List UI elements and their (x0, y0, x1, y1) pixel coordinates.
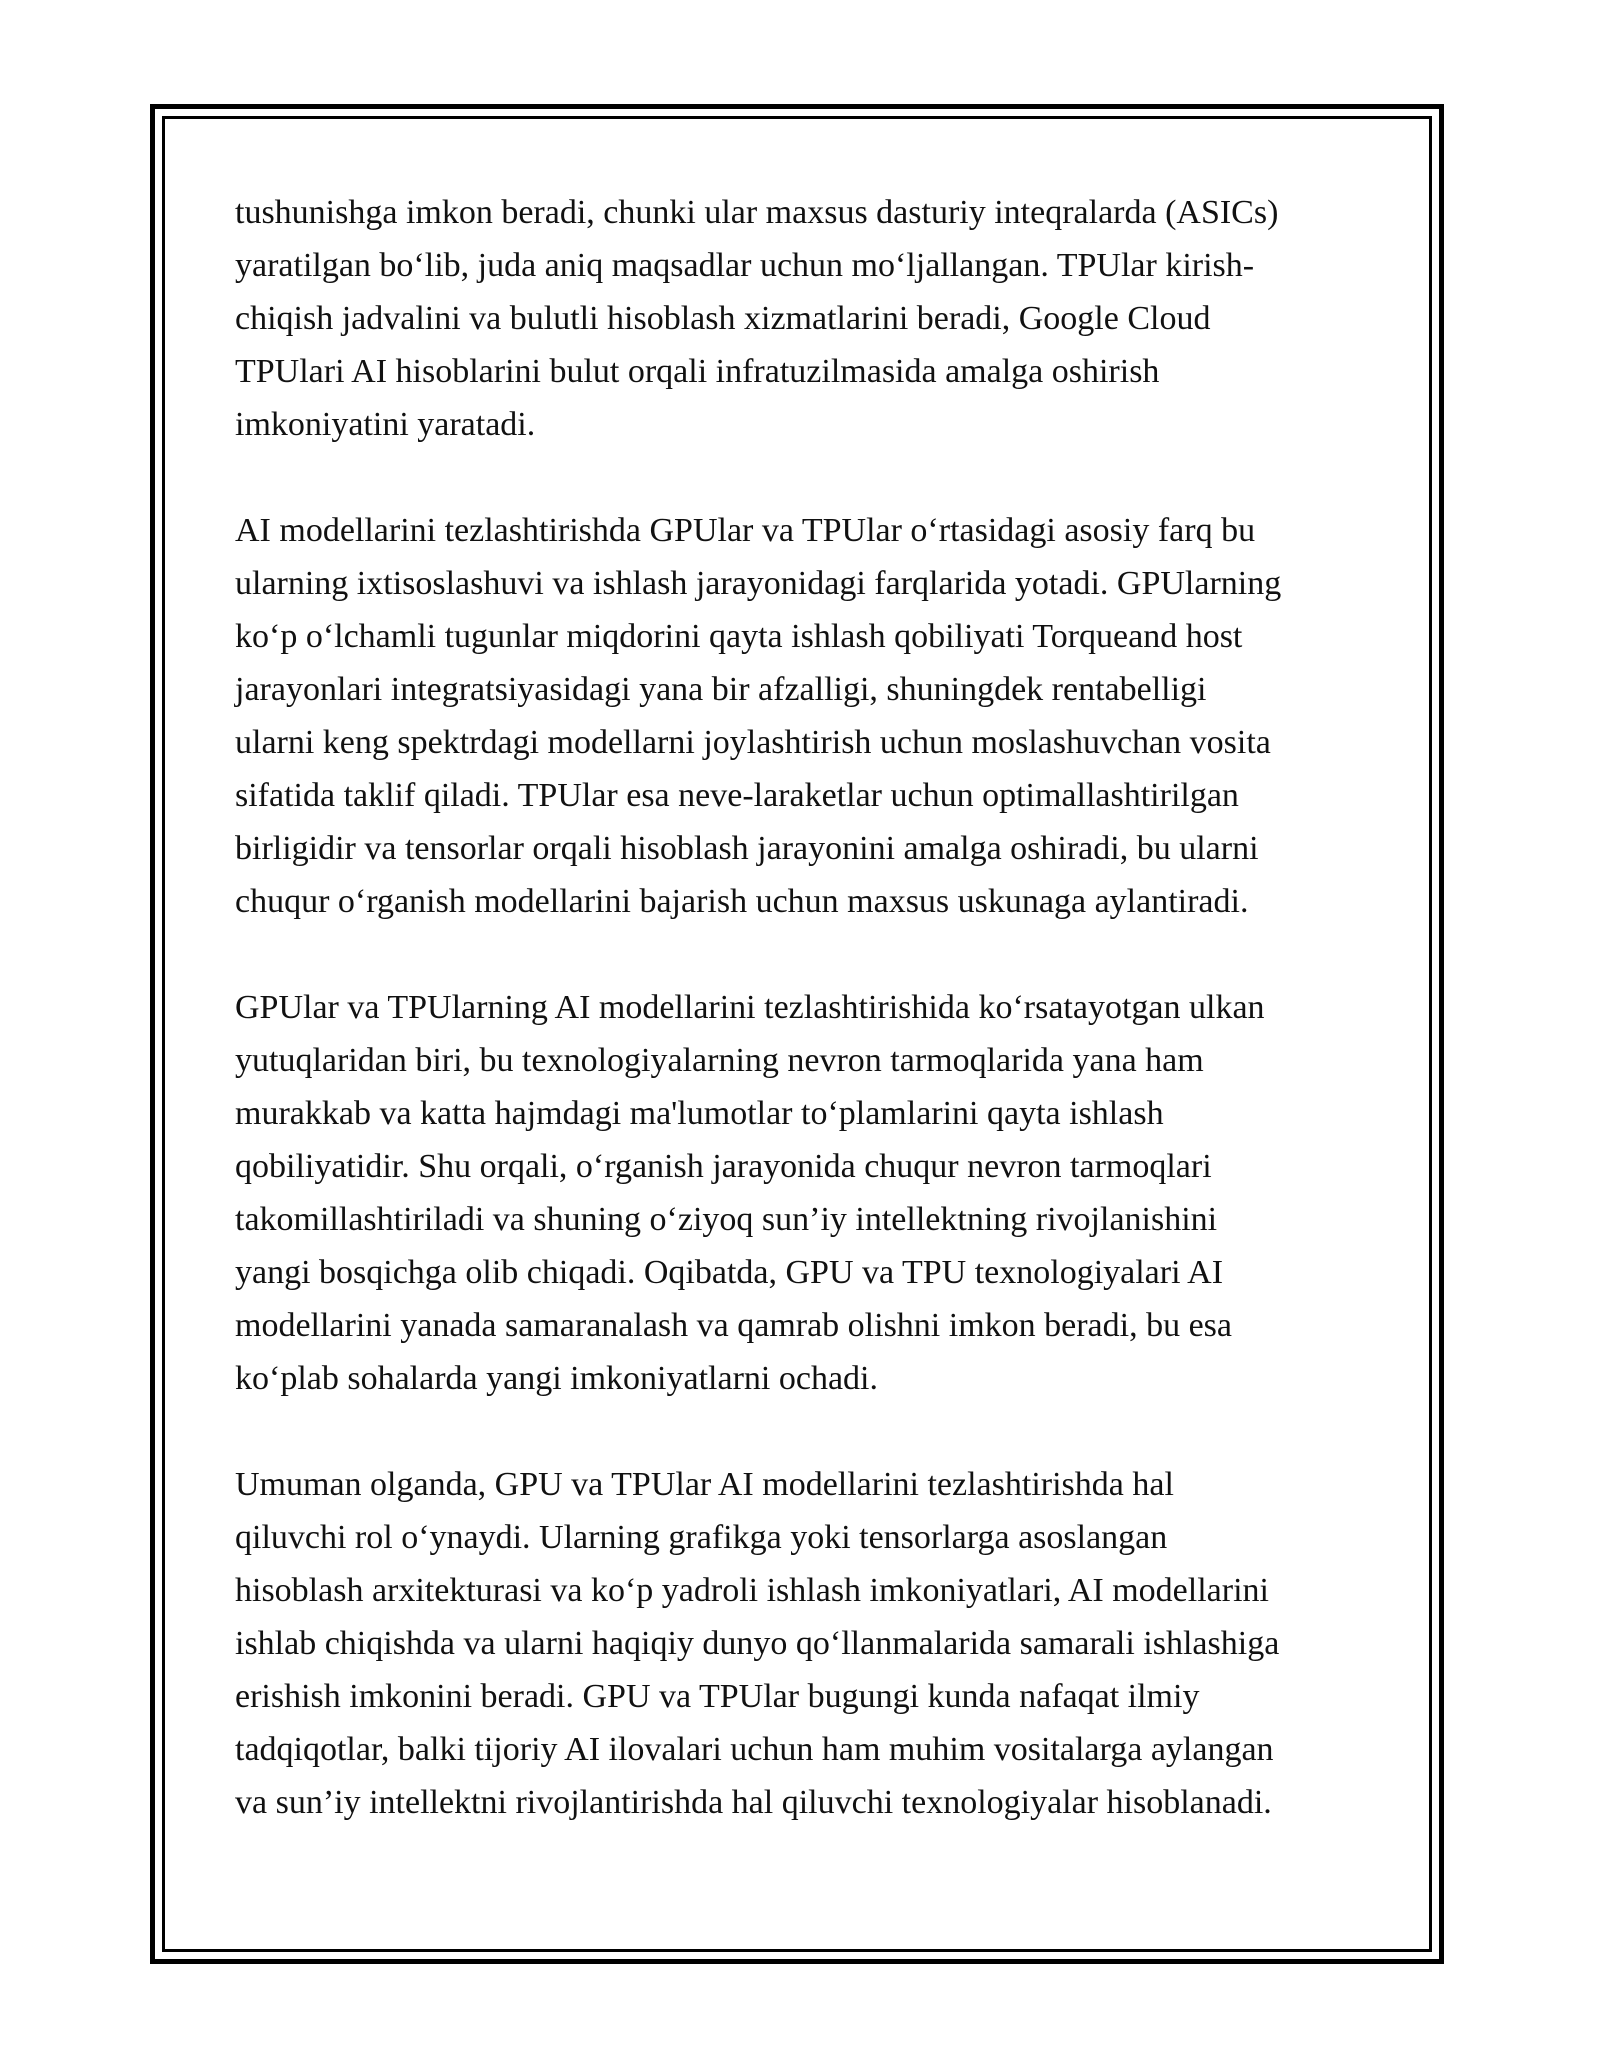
text-line: takomillashtiriladi va shuning o‘ziyoq sun’iy intellektning rivojlanishini (235, 1201, 1218, 1238)
text-line: chuqur o‘rganish modellarini bajarish uchun maxsus uskunaga aylantiradi. (235, 883, 1249, 920)
document-body (235, 186, 1385, 1882)
text-line: yangi bosqichga olib chiqadi. Oqibatda, GPU va TPU texnologiyalari AI (235, 1254, 1224, 1291)
text-line: hisoblash arxitekturasi va ko‘p yadroli ishlash imkoniyatlari, AI modellarini (235, 1572, 1269, 1609)
text-line: jarayonlari integratsiyasidagi yana bir afzalligi, shuningdek rentabelligi (235, 671, 1207, 708)
text-line: tushunishga imkon beradi, chunki ular maxsus dasturiy inteqralarda (ASICs) (235, 194, 1279, 231)
text-line: chiqish jadvalini va bulutli hisoblash xizmatlarini beradi, Google Cloud (235, 300, 1211, 337)
text-line: qobiliyatidir. Shu orqali, o‘rganish jarayonida chuqur nevron tarmoqlari (235, 1148, 1212, 1185)
text-line: yutuqlaridan biri, bu texnologiyalarning nevron tarmoqlarida yana ham (235, 1042, 1204, 1079)
text-line: erishish imkonini beradi. GPU va TPUlar bugungi kunda nafaqat ilmiy (235, 1678, 1200, 1715)
text-line: va sun’iy intellektni rivojlantirishda hal qiluvchi texnologiyalar hisoblanadi. (235, 1784, 1272, 1821)
text-line: sifatida taklif qiladi. TPUlar esa neve-laraketlar uchun optimallashtirilgan (235, 777, 1239, 814)
paragraph-1 (235, 186, 1385, 451)
text-line: AI modellarini tezlashtirishda GPUlar va TPUlar o‘rtasidagi asosiy farq bu (235, 512, 1256, 549)
text-line: birligidir va tensorlar orqali hisoblash jarayonini amalga oshiradi, bu ularni (235, 830, 1259, 867)
text-line: tadqiqotlar, balki tijoriy AI ilovalari uchun ham muhim vositalarga aylangan (235, 1731, 1274, 1768)
text-line: GPUlar va TPUlarning AI modellarini tezlashtirishida ko‘rsatayotgan ulkan (235, 989, 1265, 1026)
paragraph-3 (235, 981, 1385, 1405)
paragraph-2 (235, 504, 1385, 928)
text-line: murakkab va katta hajmdagi ma'lumotlar to‘plamlarini qayta ishlash (235, 1095, 1164, 1132)
text-line: imkoniyatini yaratadi. (235, 406, 536, 443)
text-line: ularning ixtisoslashuvi va ishlash jarayonidagi farqlarida yotadi. GPUlarning (235, 565, 1282, 602)
text-line: ko‘p o‘lchamli tugunlar miqdorini qayta ishlash qobiliyati Torqueand host (235, 618, 1243, 655)
text-line: TPUlari AI hisoblarini bulut orqali infratuzilmasida amalga oshirish (235, 353, 1160, 390)
text-line: ishlab chiqishda va ularni haqiqiy dunyo qo‘llanmalarida samarali ishlashiga (235, 1625, 1280, 1662)
text-line: ko‘plab sohalarda yangi imkoniyatlarni ochadi. (235, 1360, 878, 1397)
text-line: modellarini yanada samaranalash va qamrab olishni imkon beradi, bu esa (235, 1307, 1233, 1344)
text-line: ularni keng spektrdagi modellarni joylashtirish uchun moslashuvchan vosita (235, 724, 1271, 761)
text-line: Umuman olganda, GPU va TPUlar AI modellarini tezlashtirishda hal (235, 1466, 1174, 1503)
text-line: qiluvchi rol o‘ynaydi. Ularning grafikga yoki tensorlarga asoslangan (235, 1519, 1168, 1556)
text-line: yaratilgan bo‘lib, juda aniq maqsadlar uchun mo‘ljallangan. TPUlar kirish- (235, 247, 1255, 284)
paragraph-4 (235, 1458, 1385, 1829)
